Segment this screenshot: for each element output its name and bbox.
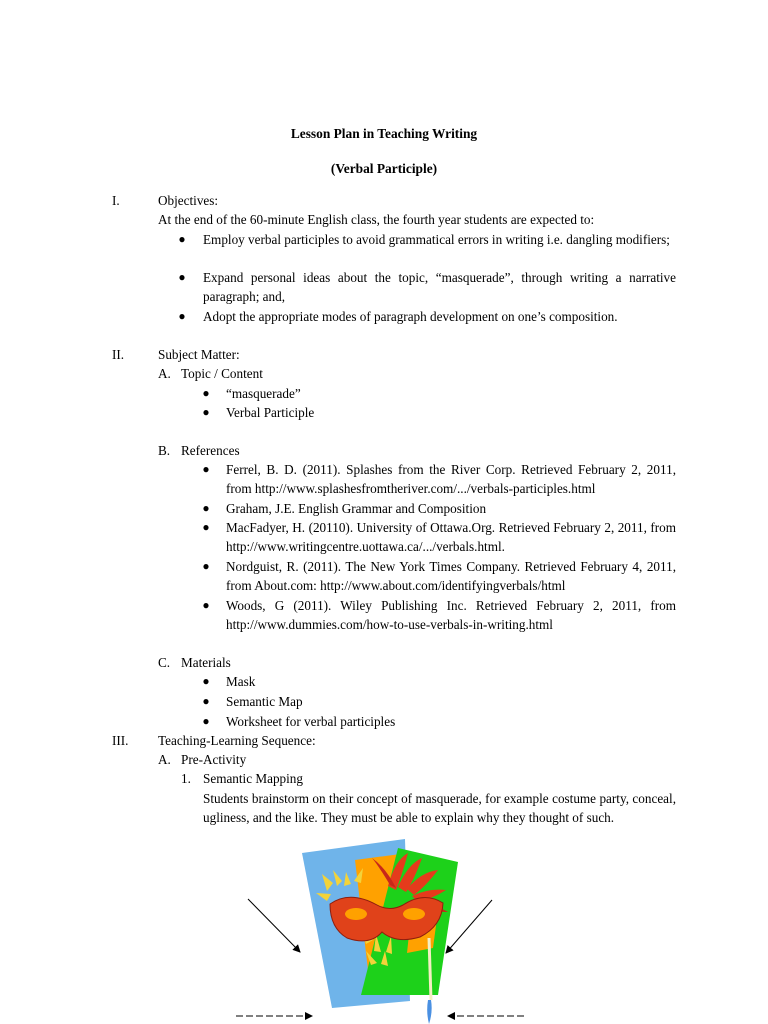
bullet-icon: ● [202,405,210,419]
document-subtitle: (Verbal Participle) [330,161,438,176]
ribbon-icon [427,1000,431,1024]
section-2-numeral: II. [112,347,125,362]
reference-item: Ferrel, B. D. (2011). Splashes from the River Corp. Retrieved February 2, 2011, from http://www.splashesfromtheriver.com/.../verbals-participles.html [226,462,676,497]
semantic-mapping-text: Students brainstorm on their concept of masquerade, for example costume party, conceal, ugliness, and the like. They must be able to explain why they thought of such. [203,791,676,826]
step-number: 1. [181,771,191,786]
mask-left-eye-icon [345,908,367,920]
mask-right-eye-icon [403,908,425,920]
objective-item: Expand personal ideas about the topic, “masquerade”, through writing a narrative paragraph; and, [203,270,676,305]
arrow-icon [248,899,300,952]
materials-heading: Materials [181,655,231,670]
references-heading: References [181,443,240,458]
topic-content-heading: Topic / Content [181,366,263,381]
bullet-icon: ● [178,232,186,246]
subsection-letter: B. [158,443,171,458]
reference-item: Woods, G (2011). Wiley Publishing Inc. Retrieved February 2, 2011, from http://www.dummies.com/how-to-use-verbals-in-writing.html [226,598,676,633]
reference-item: Nordguist, R. (2011). The New York Times Company. Retrieved February 4, 2011, from About.com: http://www.about.com/identifyingverbals/html [226,559,676,594]
document-title: Lesson Plan in Teaching Writing [290,126,478,141]
material-item: Worksheet for verbal participles [226,714,396,729]
bullet-icon: ● [202,674,210,688]
section-1-intro: At the end of the 60-minute English class, the fourth year students are expected to: [158,212,595,227]
section-3-heading: Teaching-Learning Sequence: [158,733,316,748]
mask-stick-shape [429,938,431,1000]
bullet-icon: ● [202,386,210,400]
section-2-heading: Subject Matter: [158,347,240,362]
masquerade-mask-icon [302,839,458,1024]
section-1-heading: Objectives: [158,193,219,208]
bullet-icon: ● [202,520,210,534]
subsection-letter: A. [158,366,171,381]
bullet-icon: ● [202,598,210,612]
section-1-numeral: I. [112,193,120,208]
reference-item: Graham, J.E. English Grammar and Composition [226,501,487,516]
bullet-icon: ● [202,462,210,476]
bullet-icon: ● [202,694,210,708]
bullet-icon: ● [202,714,210,728]
bullet-icon: ● [178,309,186,323]
reference-item: MacFadyer, H. (20110). University of Ottawa.Org. Retrieved February 2, 2011, from http://www.writingcentre.uottawa.ca/.../verbals.html. [226,520,676,555]
semantic-mapping-heading: Semantic Mapping [203,771,303,786]
material-item: Mask [226,674,256,689]
section-3-numeral: III. [112,733,129,748]
topic-item: Verbal Participle [226,405,315,420]
subsection-letter: C. [158,655,171,670]
bullet-icon: ● [202,501,210,515]
objective-item: Employ verbal participles to avoid grammatical errors in writing i.e. dangling modifiers; [203,232,670,247]
pre-activity-heading: Pre-Activity [181,752,247,767]
subsection-letter: A. [158,752,171,767]
objective-item: Adopt the appropriate modes of paragraph development on one’s composition. [203,309,618,324]
bullet-icon: ● [202,559,210,573]
material-item: Semantic Map [226,694,303,709]
topic-item: “masquerade” [226,386,301,401]
arrow-icon [446,900,492,953]
bullet-icon: ● [178,270,186,284]
